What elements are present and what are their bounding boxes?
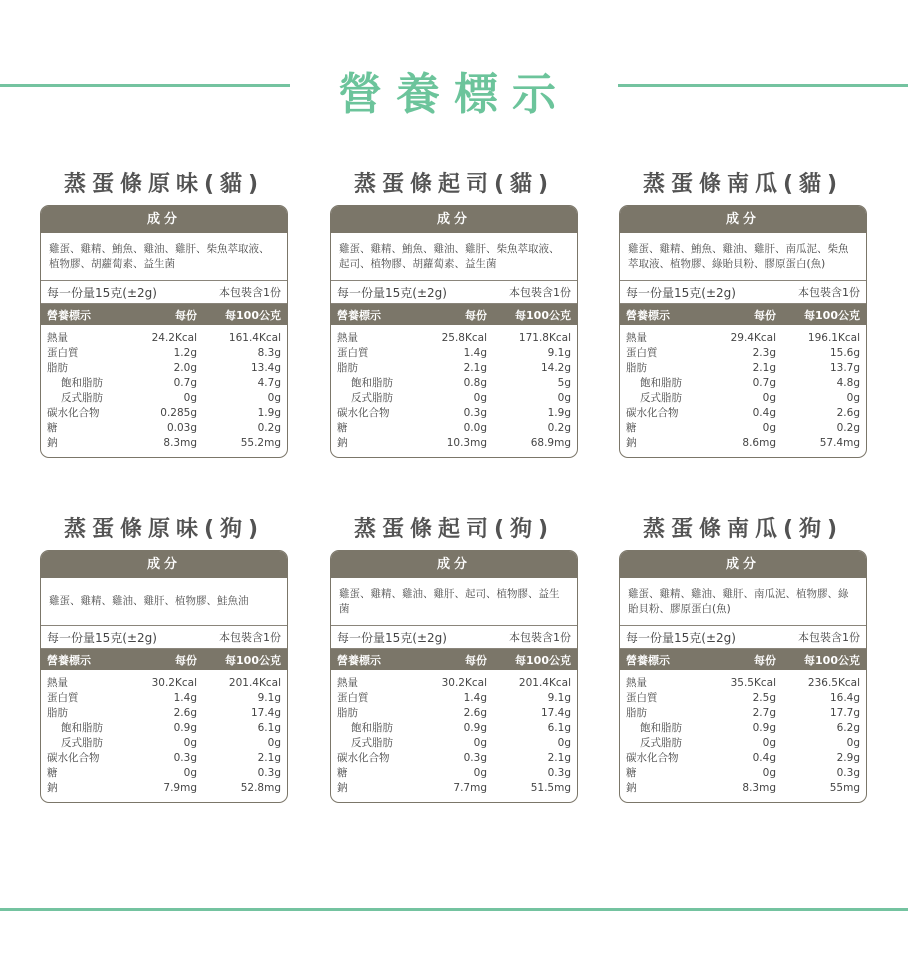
serving-size: 每一份量15克(±2g) (47, 630, 157, 645)
nutrient-name: 蛋白質 (626, 347, 658, 359)
nutrition-row (47, 706, 281, 721)
nutrition-row (337, 331, 571, 346)
nutrient-name: 糖 (337, 422, 348, 434)
nutrition-row (337, 421, 571, 436)
nutrient-per-100g: 13.4g (250, 362, 281, 374)
nutrient-name: 熱量 (337, 677, 358, 689)
nt-title: 營養標示 (47, 308, 91, 322)
nutrition-row (337, 376, 571, 391)
nutrient-name: 糖 (47, 422, 58, 434)
product-panel-6 (619, 510, 867, 803)
nutrient-name: 熱量 (337, 332, 358, 344)
product-panel-3 (619, 165, 867, 458)
serving-size: 每一份量15克(±2g) (337, 630, 447, 645)
nt-per-100g-header: 每100公克 (515, 653, 571, 667)
serving-row (41, 281, 287, 304)
nutrient-per-100g: 14.2g (540, 362, 571, 374)
nutrition-row (337, 391, 571, 406)
nt-per-100g-header: 每100公克 (225, 653, 281, 667)
nutrition-row (626, 691, 860, 706)
nutrient-per-serving: 0.9g (173, 722, 197, 734)
ingredients-text: 雞蛋、雞精、雞油、雞肝、起司、植物膠、益生菌 (331, 578, 577, 626)
nutrient-per-serving: 0g (762, 737, 776, 749)
nutrient-per-serving: 0.7g (752, 377, 776, 389)
ingredients-header: 成分 (620, 206, 866, 233)
nutrient-name: 蛋白質 (47, 692, 79, 704)
ingredients-header: 成分 (331, 206, 577, 233)
nutrition-row (626, 391, 860, 406)
nutrition-row (337, 706, 571, 721)
nutrient-per-100g: 9.1g (547, 347, 571, 359)
nutrition-table-header (620, 304, 866, 325)
nutrition-row (626, 436, 860, 451)
nutrient-per-100g: 8.3g (257, 347, 281, 359)
nutrition-row (626, 361, 860, 376)
nutrition-row (47, 406, 281, 421)
nutrient-name: 蛋白質 (337, 692, 369, 704)
nutrient-name: 飽和脂肪 (640, 377, 682, 389)
nutrient-per-serving: 2.3g (752, 347, 776, 359)
package-count: 本包裝含1份 (798, 286, 860, 299)
nt-per-serving-header: 每份 (754, 653, 776, 667)
nutrition-row (47, 721, 281, 736)
nt-per-serving-header: 每份 (175, 308, 197, 322)
nutrition-table-body (620, 670, 866, 802)
nutrient-name: 脂肪 (626, 362, 647, 374)
nutrient-per-serving: 0g (473, 737, 487, 749)
nutrient-name: 飽和脂肪 (61, 722, 103, 734)
nutrient-per-100g: 236.5Kcal (807, 677, 860, 689)
nutrient-per-serving: 0.8g (463, 377, 487, 389)
nutrient-per-serving: 24.2Kcal (151, 332, 197, 344)
serving-row (331, 281, 577, 304)
product-panel-5 (330, 510, 578, 803)
nutrient-per-100g: 6.1g (257, 722, 281, 734)
nutrient-name: 糖 (626, 422, 637, 434)
nutrient-per-100g: 6.2g (836, 722, 860, 734)
serving-row (620, 281, 866, 304)
nutrition-row (626, 721, 860, 736)
nutrient-per-serving: 0.4g (752, 752, 776, 764)
nutrient-per-serving: 0g (473, 392, 487, 404)
nutrient-name: 反式脂肪 (61, 737, 103, 749)
nutrition-card (619, 205, 867, 458)
nutrient-name: 糖 (337, 767, 348, 779)
nutrient-per-100g: 201.4Kcal (228, 677, 281, 689)
serving-size: 每一份量15克(±2g) (626, 630, 736, 645)
nutrition-row (626, 376, 860, 391)
nutrition-row (626, 751, 860, 766)
nutrition-card (619, 550, 867, 803)
nutrition-table-header (41, 304, 287, 325)
nt-per-100g-header: 每100公克 (804, 308, 860, 322)
serving-row (331, 626, 577, 649)
nutrient-per-100g: 17.7g (829, 707, 860, 719)
nutrient-per-serving: 1.2g (173, 347, 197, 359)
nutrient-per-100g: 5g (557, 377, 571, 389)
nutrient-name: 熱量 (47, 677, 68, 689)
nutrient-per-serving: 30.2Kcal (441, 677, 487, 689)
nutrient-per-serving: 1.4g (463, 347, 487, 359)
nutrition-row (47, 781, 281, 796)
nutrition-row (337, 766, 571, 781)
nutrient-name: 脂肪 (47, 362, 68, 374)
package-count: 本包裝含1份 (219, 286, 281, 299)
nutrient-per-100g: 1.9g (547, 407, 571, 419)
nutrient-name: 反式脂肪 (640, 737, 682, 749)
nutrient-name: 鈉 (626, 782, 637, 794)
ingredients-text: 雞蛋、雞精、鮪魚、雞油、雞肝、柴魚萃取液、植物膠、胡蘿蔔素、益生菌 (41, 233, 287, 281)
bottom-rule (0, 908, 908, 911)
product-name: 蒸蛋條起司(狗) (353, 517, 555, 542)
nutrient-name: 鈉 (337, 782, 348, 794)
nutrient-per-serving: 2.6g (463, 707, 487, 719)
nutrient-name: 碳水化合物 (626, 752, 679, 764)
nutrient-per-100g: 15.6g (829, 347, 860, 359)
nutrient-per-100g: 2.1g (257, 752, 281, 764)
product-name: 蒸蛋條南瓜(狗) (642, 517, 844, 542)
nutrition-row (337, 436, 571, 451)
nutrient-per-serving: 2.1g (752, 362, 776, 374)
nutrient-name: 反式脂肪 (640, 392, 682, 404)
nutrition-table-body (41, 325, 287, 457)
nutrient-name: 碳水化合物 (47, 752, 100, 764)
nutrient-name: 鈉 (626, 437, 637, 449)
nt-per-serving-header: 每份 (465, 653, 487, 667)
nutrition-row (47, 361, 281, 376)
title-rule-left (0, 84, 290, 87)
nutrient-per-serving: 0g (183, 767, 197, 779)
nutrient-per-100g: 161.4Kcal (228, 332, 281, 344)
nutrient-per-100g: 0g (846, 737, 860, 749)
nutrition-row (47, 736, 281, 751)
nutrition-row (47, 376, 281, 391)
nutrient-per-serving: 0g (183, 737, 197, 749)
nutrient-per-serving: 2.7g (752, 707, 776, 719)
nutrition-row (626, 676, 860, 691)
nt-title: 營養標示 (626, 308, 670, 322)
ingredients-text: 雞蛋、雞精、鮪魚、雞油、雞肝、柴魚萃取液、起司、植物膠、胡蘿蔔素、益生菌 (331, 233, 577, 281)
package-count: 本包裝含1份 (219, 631, 281, 644)
nutrient-per-100g: 6.1g (547, 722, 571, 734)
nt-title: 營養標示 (337, 653, 381, 667)
nutrient-per-serving: 0g (762, 767, 776, 779)
ingredients-header: 成分 (41, 551, 287, 578)
nutrient-per-serving: 2.0g (173, 362, 197, 374)
product-panel-2 (330, 165, 578, 458)
nutrition-row (47, 436, 281, 451)
nutrition-row (47, 331, 281, 346)
ingredients-text: 雞蛋、雞精、雞油、雞肝、南瓜泥、植物膠、綠貽貝粉、膠原蛋白(魚) (620, 578, 866, 626)
nutrient-name: 脂肪 (337, 707, 358, 719)
nutrient-per-100g: 0g (846, 392, 860, 404)
nutrition-card (40, 550, 288, 803)
nutrient-name: 反式脂肪 (61, 392, 103, 404)
nutrition-row (47, 751, 281, 766)
nutrition-table-body (620, 325, 866, 457)
nutrition-row (47, 346, 281, 361)
nutrition-row (626, 781, 860, 796)
nutrient-per-100g: 196.1Kcal (807, 332, 860, 344)
nutrition-row (47, 691, 281, 706)
nutrition-row (337, 721, 571, 736)
nutrient-per-100g: 51.5mg (530, 782, 571, 794)
nutrient-per-100g: 9.1g (257, 692, 281, 704)
nutrition-card (330, 550, 578, 803)
serving-row (41, 626, 287, 649)
nutrient-name: 飽和脂肪 (351, 722, 393, 734)
nutrient-per-100g: 16.4g (829, 692, 860, 704)
nutrient-name: 飽和脂肪 (351, 377, 393, 389)
nutrition-table-body (331, 670, 577, 802)
nutrition-table-body (41, 670, 287, 802)
nutrient-per-serving: 0.3g (463, 407, 487, 419)
nutrient-name: 反式脂肪 (351, 737, 393, 749)
nutrient-per-100g: 68.9mg (530, 437, 571, 449)
nutrient-per-100g: 0.3g (257, 767, 281, 779)
nutrition-row (337, 736, 571, 751)
nutrition-table-header (331, 304, 577, 325)
nutrition-row (47, 766, 281, 781)
nutrient-per-100g: 52.8mg (240, 782, 281, 794)
nutrient-per-serving: 8.6mg (742, 437, 776, 449)
nutrient-name: 熱量 (626, 332, 647, 344)
nutrient-per-100g: 171.8Kcal (518, 332, 571, 344)
nutrient-name: 碳水化合物 (337, 752, 390, 764)
nt-per-serving-header: 每份 (465, 308, 487, 322)
nutrient-per-serving: 7.9mg (163, 782, 197, 794)
nutrient-per-serving: 0g (762, 422, 776, 434)
nutrient-per-100g: 2.9g (836, 752, 860, 764)
package-count: 本包裝含1份 (798, 631, 860, 644)
ingredients-text: 雞蛋、雞精、鮪魚、雞油、雞肝、南瓜泥、柴魚萃取液、植物膠、綠貽貝粉、膠原蛋白(魚) (620, 233, 866, 281)
nutrition-row (337, 751, 571, 766)
nutrient-per-100g: 201.4Kcal (518, 677, 571, 689)
nutrition-table-header (620, 649, 866, 670)
nutrient-per-100g: 0.2g (547, 422, 571, 434)
nutrient-per-100g: 0g (557, 392, 571, 404)
nutrient-per-serving: 0.03g (166, 422, 197, 434)
nutrition-table-body (331, 325, 577, 457)
nutrient-per-serving: 8.3mg (163, 437, 197, 449)
nt-per-100g-header: 每100公克 (515, 308, 571, 322)
nutrient-name: 糖 (626, 767, 637, 779)
package-count: 本包裝含1份 (509, 286, 571, 299)
nutrition-row (626, 346, 860, 361)
serving-size: 每一份量15克(±2g) (47, 285, 157, 300)
nutrient-per-serving: 0.9g (463, 722, 487, 734)
nutrient-per-serving: 0.0g (463, 422, 487, 434)
title-rule-right (618, 84, 908, 87)
product-name: 蒸蛋條原味(貓) (63, 172, 265, 197)
nutrient-per-serving: 0.4g (752, 407, 776, 419)
nutrient-per-100g: 55.2mg (240, 437, 281, 449)
nutrition-row (337, 676, 571, 691)
nutrition-row (337, 361, 571, 376)
nutrient-per-serving: 25.8Kcal (441, 332, 487, 344)
nutrient-per-serving: 2.5g (752, 692, 776, 704)
nutrition-row (626, 331, 860, 346)
nutrition-row (337, 406, 571, 421)
nutrient-per-serving: 0g (473, 767, 487, 779)
nutrient-name: 鈉 (337, 437, 348, 449)
nutrient-per-100g: 0.2g (257, 422, 281, 434)
nutrition-row (626, 736, 860, 751)
nutrient-name: 飽和脂肪 (640, 722, 682, 734)
nutrient-per-serving: 2.1g (463, 362, 487, 374)
nutrient-name: 蛋白質 (47, 347, 79, 359)
nutrient-per-serving: 0.285g (160, 407, 197, 419)
nutrient-name: 熱量 (626, 677, 647, 689)
nutrient-per-100g: 13.7g (829, 362, 860, 374)
ingredients-text: 雞蛋、雞精、雞油、雞肝、植物膠、鮭魚油 (41, 578, 287, 626)
nutrient-per-100g: 17.4g (540, 707, 571, 719)
nutrition-row (626, 766, 860, 781)
nutrient-per-100g: 0g (267, 392, 281, 404)
serving-row (620, 626, 866, 649)
nutrient-per-serving: 8.3mg (742, 782, 776, 794)
nutrient-per-serving: 1.4g (173, 692, 197, 704)
nutrient-per-100g: 57.4mg (819, 437, 860, 449)
ingredients-header: 成分 (331, 551, 577, 578)
nutrient-per-serving: 0.3g (463, 752, 487, 764)
package-count: 本包裝含1份 (509, 631, 571, 644)
nutrition-row (337, 781, 571, 796)
nt-per-100g-header: 每100公克 (804, 653, 860, 667)
nutrient-per-100g: 0g (557, 737, 571, 749)
product-name: 蒸蛋條起司(貓) (353, 172, 555, 197)
nutrient-per-100g: 0.2g (836, 422, 860, 434)
nutrient-name: 脂肪 (47, 707, 68, 719)
ingredients-header: 成分 (620, 551, 866, 578)
ingredients-header: 成分 (41, 206, 287, 233)
nutrition-card (330, 205, 578, 458)
nutrient-per-100g: 17.4g (250, 707, 281, 719)
nutrient-per-serving: 0.9g (752, 722, 776, 734)
nutrient-per-100g: 2.1g (547, 752, 571, 764)
serving-size: 每一份量15克(±2g) (337, 285, 447, 300)
nt-per-100g-header: 每100公克 (225, 308, 281, 322)
nutrient-name: 反式脂肪 (351, 392, 393, 404)
nutrition-row (47, 421, 281, 436)
nutrient-per-100g: 55mg (829, 782, 860, 794)
nutrition-row (337, 691, 571, 706)
nutrition-row (47, 676, 281, 691)
nutrient-per-100g: 4.7g (257, 377, 281, 389)
nutrient-per-serving: 35.5Kcal (730, 677, 776, 689)
nutrient-per-100g: 0.3g (547, 767, 571, 779)
nutrient-per-100g: 4.8g (836, 377, 860, 389)
nutrition-row (626, 706, 860, 721)
nutrition-row (626, 406, 860, 421)
nutrient-name: 蛋白質 (626, 692, 658, 704)
nutrient-per-serving: 30.2Kcal (151, 677, 197, 689)
nutrition-row (626, 421, 860, 436)
nutrient-per-100g: 9.1g (547, 692, 571, 704)
nutrient-per-serving: 0.7g (173, 377, 197, 389)
nutrient-per-serving: 0g (762, 392, 776, 404)
nutrient-name: 糖 (47, 767, 58, 779)
nutrition-table-header (331, 649, 577, 670)
nutrient-name: 碳水化合物 (626, 407, 679, 419)
product-panel-4 (40, 510, 288, 803)
nutrient-per-100g: 1.9g (257, 407, 281, 419)
nutrient-per-serving: 1.4g (463, 692, 487, 704)
nt-per-serving-header: 每份 (175, 653, 197, 667)
nutrient-per-serving: 29.4Kcal (730, 332, 776, 344)
nutrient-name: 脂肪 (626, 707, 647, 719)
nutrient-name: 鈉 (47, 782, 58, 794)
page-title: 營養標示 (338, 69, 570, 120)
nutrient-per-serving: 0g (183, 392, 197, 404)
nutrient-per-serving: 2.6g (173, 707, 197, 719)
nutrient-per-100g: 0.3g (836, 767, 860, 779)
product-panel-1 (40, 165, 288, 458)
product-name: 蒸蛋條原味(狗) (63, 517, 265, 542)
nt-title: 營養標示 (47, 653, 91, 667)
product-name: 蒸蛋條南瓜(貓) (642, 172, 844, 197)
nutrient-name: 鈉 (47, 437, 58, 449)
nutrient-per-100g: 0g (267, 737, 281, 749)
nutrient-name: 碳水化合物 (47, 407, 100, 419)
nutrition-row (337, 346, 571, 361)
nutrient-per-100g: 2.6g (836, 407, 860, 419)
nutrient-name: 脂肪 (337, 362, 358, 374)
nutrient-name: 蛋白質 (337, 347, 369, 359)
nt-title: 營養標示 (337, 308, 381, 322)
nutrition-table-header (41, 649, 287, 670)
serving-size: 每一份量15克(±2g) (626, 285, 736, 300)
nutrient-name: 飽和脂肪 (61, 377, 103, 389)
nutrient-per-serving: 0.3g (173, 752, 197, 764)
nutrient-name: 碳水化合物 (337, 407, 390, 419)
nutrition-card (40, 205, 288, 458)
nutrient-per-serving: 10.3mg (446, 437, 487, 449)
nt-per-serving-header: 每份 (754, 308, 776, 322)
nutrient-name: 熱量 (47, 332, 68, 344)
nt-title: 營養標示 (626, 653, 670, 667)
nutrition-row (47, 391, 281, 406)
nutrient-per-serving: 7.7mg (453, 782, 487, 794)
